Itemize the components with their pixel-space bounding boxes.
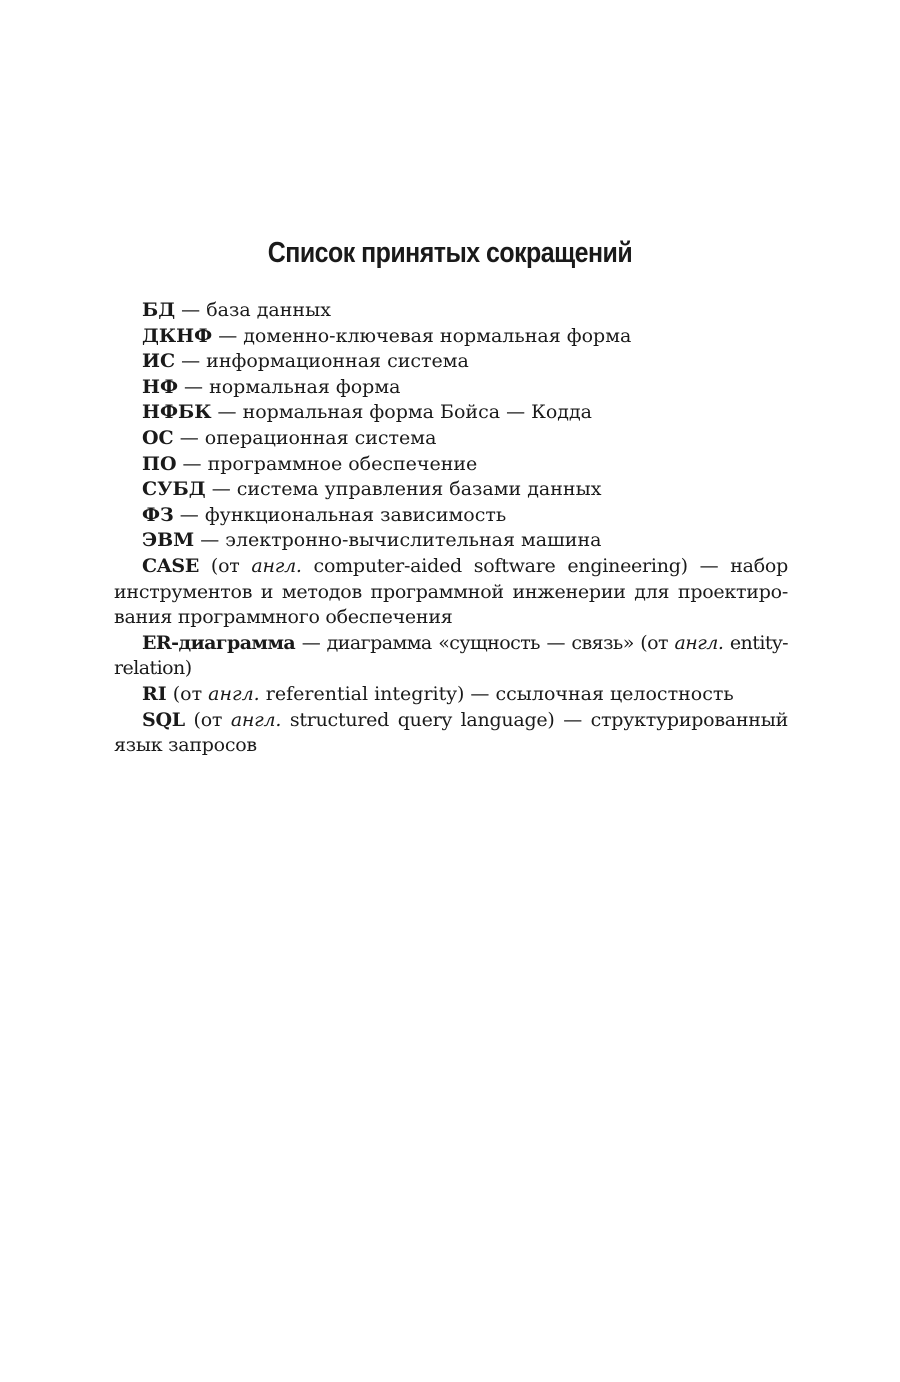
definition: — база данных — [175, 299, 331, 321]
list-item — [114, 631, 788, 682]
definition: — программное обеспечение — [176, 452, 478, 475]
definition: — нормальная форма — [177, 375, 401, 398]
list-item — [114, 708, 788, 759]
abbreviation: CASE — [142, 554, 200, 577]
list-item — [114, 298, 788, 324]
list-item — [114, 324, 788, 350]
definition: — информационная система — [175, 350, 469, 373]
definition: entity-relation) — [114, 631, 788, 680]
definition: referential integrity) — ссылочная целостность — [259, 682, 734, 705]
list-item — [114, 375, 788, 401]
language-note: англ. — [208, 682, 260, 705]
abbreviation: ER-диаграмма — [142, 631, 296, 654]
definition: — доменно-ключевая нормальная форма — [212, 324, 632, 347]
definition: — электронно-вычислительная машина — [194, 529, 602, 552]
list-item — [114, 503, 788, 529]
abbreviation: ДКНФ — [142, 324, 213, 347]
list-item — [114, 528, 788, 554]
abbreviations-list — [114, 298, 788, 759]
abbreviation: ИС — [142, 350, 176, 373]
definition: — нормальная форма Бойса — Кодда — [211, 401, 592, 424]
abbreviation: ПО — [142, 452, 177, 475]
abbreviation: НФ — [142, 375, 178, 398]
language-note: англ. — [674, 631, 724, 654]
abbreviation: SQL — [142, 708, 185, 731]
language-note: англ. — [230, 708, 282, 731]
list-item — [114, 400, 788, 426]
list-item — [114, 682, 788, 708]
definition-prefix: — диаграмма «сущность — связь» (от — [295, 631, 675, 654]
abbreviation: ОС — [142, 426, 174, 449]
language-note: англ. — [251, 554, 302, 577]
list-item — [114, 554, 788, 631]
list-item — [114, 349, 788, 375]
definition: — функциональная зависимость — [173, 503, 507, 526]
abbreviation: ЭВМ — [142, 529, 195, 552]
definition-prefix: (от — [199, 554, 252, 577]
abbreviation: ФЗ — [142, 503, 174, 526]
list-item — [114, 452, 788, 478]
definition: structured query language) — структурированный язык запросов — [114, 708, 788, 757]
list-item — [114, 477, 788, 503]
abbreviation: БД — [142, 299, 176, 321]
page-title: Список принятых сокращений — [267, 237, 633, 270]
list-item — [114, 426, 788, 452]
abbreviation: СУБД — [142, 478, 206, 501]
definition: — операционная система — [173, 426, 437, 449]
definition-prefix: (от — [184, 708, 231, 731]
abbreviation: НФБК — [142, 401, 212, 424]
definition: — система управления базами данных — [205, 478, 602, 501]
definition-prefix: (от — [166, 682, 209, 705]
abbreviation: RI — [142, 682, 167, 705]
definition: computer-aided software engineering) — набор инструментов и методов программной инженерии для проектиро-вания программного обеспечения — [114, 554, 788, 629]
